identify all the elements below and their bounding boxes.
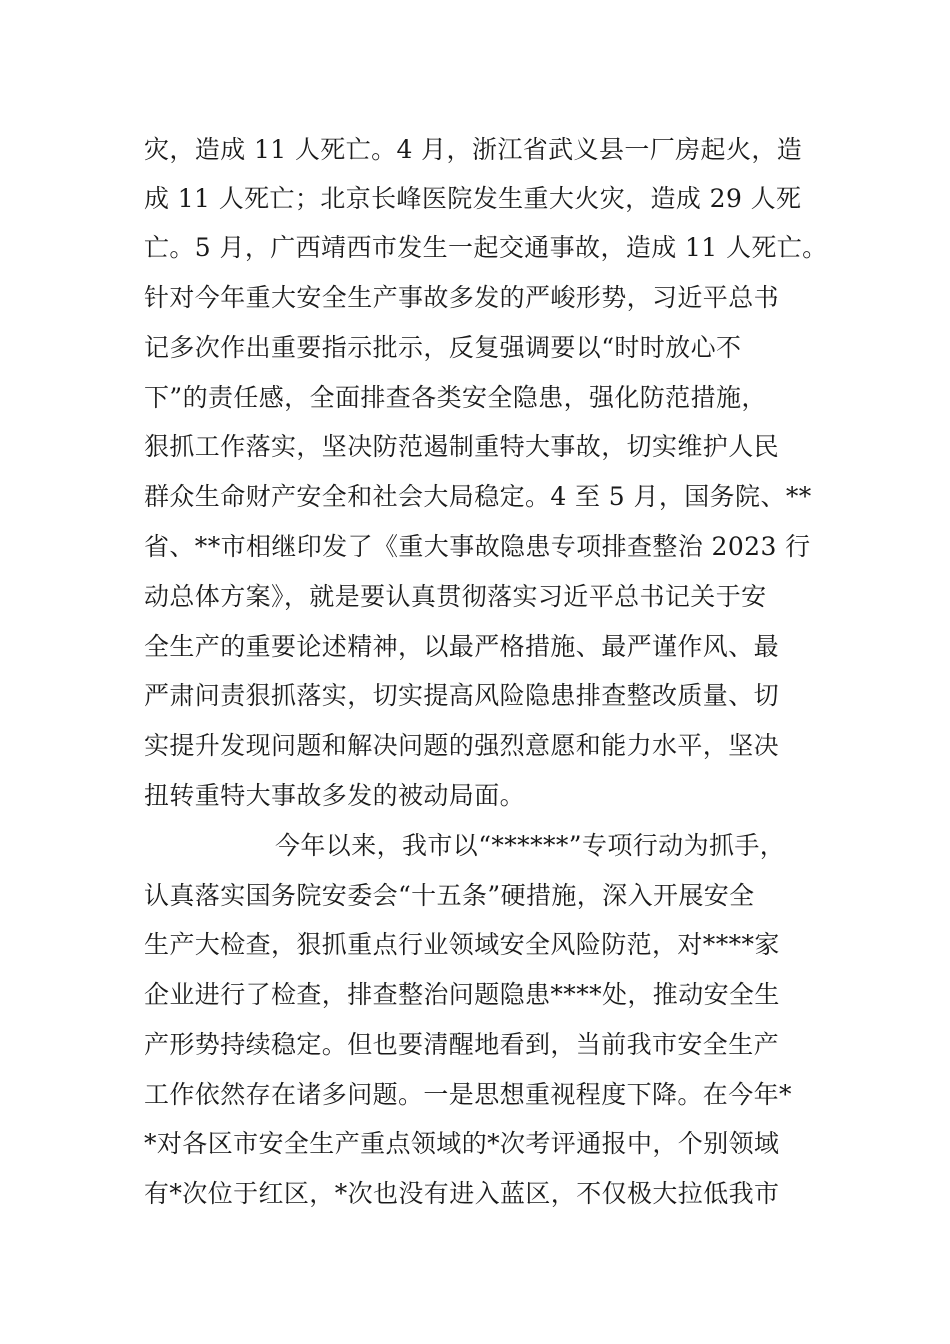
paragraph-2-line-6: 工作依然存在诸多问题。一是思想重视程度下降。在今年* <box>144 1080 792 1109</box>
paragraph-1-line-12: 严肃问责狠抓落实，切实提高风险隐患排查整改质量、切 <box>144 681 780 710</box>
paragraph-1-line-10: 动总体方案》，就是要认真贯彻落实习近平总书记关于安 <box>144 582 767 611</box>
paragraph-1-line-11: 全生产的重要论述精神，以最严格措施、最严谨作风、最 <box>144 632 780 661</box>
paragraph-1-line-7: 狠抓工作落实，坚决防范遏制重特大事故，切实维护人民 <box>144 432 780 461</box>
paragraph-1-line-5: 记多次作出重要指示批示，反复强调要以“时时放心不 <box>144 333 742 362</box>
paragraph-1-line-2: 成 11 人死亡；北京长峰医院发生重大火灾，造成 29 人死 <box>144 184 802 213</box>
paragraph-1-line-1: 灾，造成 11 人死亡。4 月，浙江省武义县一厂房起火，造 <box>144 135 803 164</box>
paragraph-2-line-1: 今年以来，我市以“******”专项行动为抓手， <box>275 831 786 860</box>
paragraph-1-line-3: 亡。5 月，广西靖西市发生一起交通事故，造成 11 人死亡。 <box>144 233 828 262</box>
paragraph-1-line-8: 群众生命财产安全和社会大局稳定。4 至 5 月，国务院、** <box>144 482 812 511</box>
paragraph-2-line-3: 生产大检查，狠抓重点行业领域安全风险防范，对****家 <box>144 930 780 959</box>
paragraph-2-line-4: 企业进行了检查，排查整治问题隐患****处，推动安全生 <box>144 980 780 1009</box>
paragraph-1-line-9: 省、**市相继印发了《重大事故隐患专项排查整治 2023 行 <box>144 532 811 561</box>
paragraph-2-line-2: 认真落实国务院安委会“十五条”硬措施，深入开展安全 <box>144 881 755 910</box>
paragraph-1-line-14: 扭转重特大事故多发的被动局面。 <box>144 781 526 810</box>
paragraph-1-line-4: 针对今年重大安全生产事故多发的严峻形势，习近平总书 <box>144 283 780 312</box>
paragraph-2-line-5: 产形势持续稳定。但也要清醒地看到，当前我市安全生产 <box>144 1030 780 1059</box>
paragraph-2-line-8: 有*次位于红区，*次也没有进入蓝区，不仅极大拉低我市 <box>144 1179 780 1208</box>
paragraph-2-line-7: *对各区市安全生产重点领域的*次考评通报中，个别领域 <box>144 1129 780 1158</box>
paragraph-1-line-6: 下”的责任感，全面排查各类安全隐患，强化防范措施， <box>144 383 767 412</box>
paragraph-1-line-13: 实提升发现问题和解决问题的强烈意愿和能力水平，坚决 <box>144 731 780 760</box>
